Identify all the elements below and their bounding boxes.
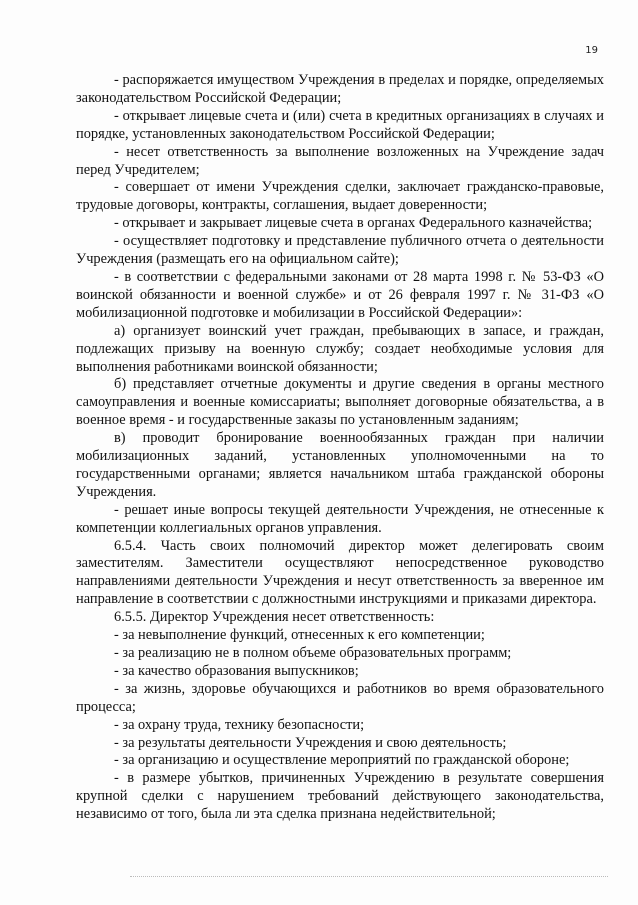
paragraph: - открывает лицевые счета и (или) счета в кредитных организациях в случаях и порядке, установленных законодательством Российской Федерации;: [76, 107, 604, 142]
paragraph: - несет ответственность за выполнение возложенных на Учреждение задач перед Учредителем;: [76, 143, 604, 178]
paragraph: в) проводит бронирование военнообязанных граждан при наличии мобилизационных заданий, установленных уполномоченными на то государственными органами; является начальником штаба гражданской обороны Учреждения.: [76, 430, 604, 500]
list-item: - за качество образования выпускников;: [114, 662, 359, 679]
paragraph: - совершает от имени Учреждения сделки, заключает гражданско-правовые, трудовые договоры, контракты, соглашения, выдает доверенности;: [76, 179, 604, 214]
paragraph: а) организует воинский учет граждан, пребывающих в запасе, и граждан, подлежащих призыву на военную службу; создает необходимые условия для выполнения работниками воинской обязанности;: [76, 322, 604, 375]
list-item: - в размере убытков, причиненных Учреждению в результате совершения крупной сделки с нарушением требований действующего законодательства, независимо от того, была ли эта сделка признана недействительной;: [76, 770, 604, 823]
page-number: 19: [585, 45, 598, 56]
paragraph: - открывает и закрывает лицевые счета в органах Федерального казначейства;: [114, 215, 593, 232]
paragraph: - решает иные вопросы текущей деятельности Учреждения, не отнесенные к компетенции коллегиальных органов управления.: [76, 501, 604, 536]
list-item: - за реализацию не в полном объеме образовательных программ;: [114, 645, 512, 661]
section-heading: 6.5.5. Директор Учреждения несет ответственность:: [114, 609, 435, 626]
list-item: - за охрану труда, технику безопасности;: [114, 716, 365, 733]
paragraph: - осуществляет подготовку и представление публичного отчета о деятельности Учреждения (размещать его на официальном сайте);: [76, 233, 604, 268]
list-item: - за жизнь, здоровье обучающихся и работников во время образовательного процесса;: [76, 680, 604, 715]
document-body: [76, 72, 604, 824]
list-item: - за организацию и осуществление мероприятий по гражданской обороне;: [114, 752, 570, 769]
list-item: - за результаты деятельности Учреждения и свою деятельность;: [114, 734, 507, 751]
paragraph: - распоряжается имуществом Учреждения в пределах и порядке, определяемых законодательством Российской Федерации;: [76, 72, 604, 106]
footer-divider: [130, 876, 608, 877]
section-paragraph: 6.5.4. Часть своих полномочий директор может делегировать своим заместителям. Заместители осуществляют непосредственное руководство направлениями деятельности Учреждения и несут ответственность за вверенное им направление в соответствии с должностными инструкциями и приказами директора.: [76, 537, 604, 608]
list-item: - за невыполнение функций, отнесенных к его компетенции;: [114, 627, 485, 644]
paragraph: б) представляет отчетные документы и другие сведения в органы местного самоуправления и военные комиссариаты; выполняет договорные обязательства, а в военное время - и государственные заказы по установленным заданиям;: [76, 376, 604, 429]
paragraph: - в соответствии с федеральными законами от 28 марта 1998 г. № 53-ФЗ «О воинской обязанности и военной службе» и от 26 февраля 1997 г. № 31-ФЗ «О мобилизационной подготовке и мобилизации в Российской Федерации»:: [76, 268, 604, 321]
